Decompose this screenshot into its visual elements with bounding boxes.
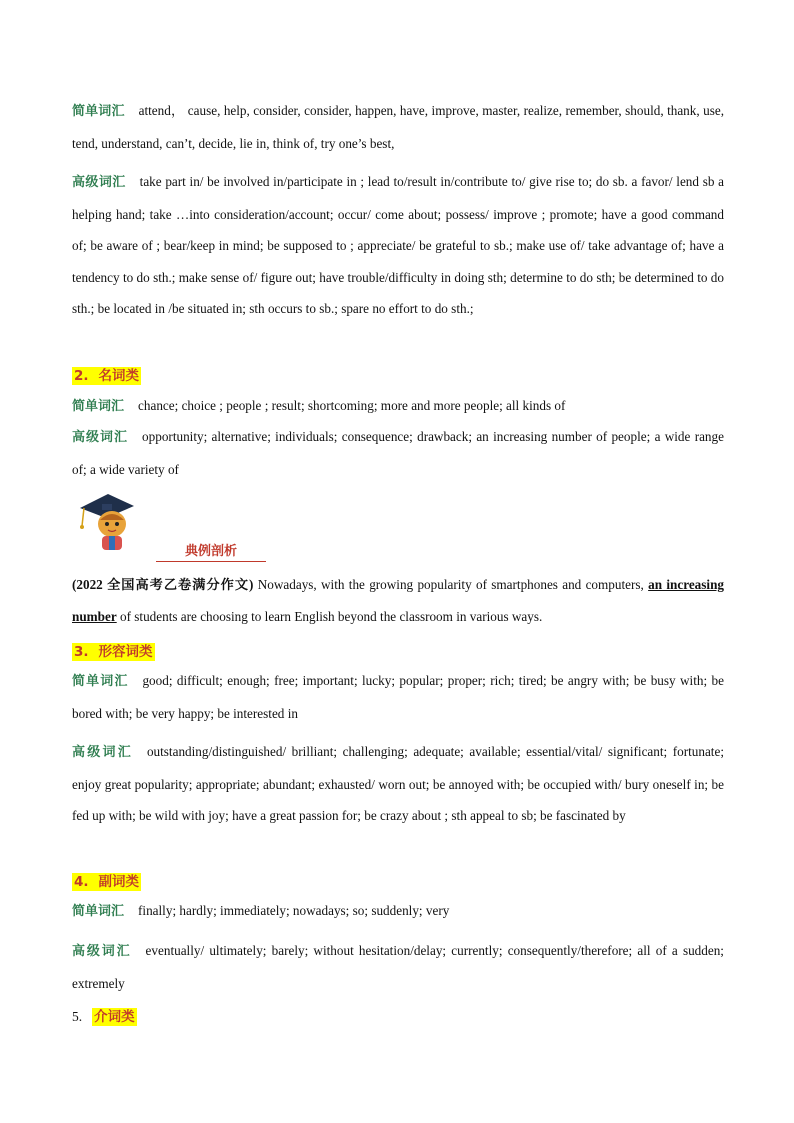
prepositions-heading <box>72 1005 137 1025</box>
simple-vocab-tag: 简单词汇 <box>72 674 129 689</box>
advanced-vocab-tag: 高级词汇 <box>72 430 129 445</box>
advanced-vocab-tag: 高级词汇 <box>72 175 126 190</box>
graduate-mascot-icon <box>72 486 142 554</box>
example-text-before: Nowadays, with the growing popularity of smartphones and computers, <box>253 577 649 592</box>
adjectives-advanced-paragraph <box>72 736 724 832</box>
nouns-advanced-text: opportunity; alternative; individuals; consequence; drawback; an increasing number of people; a wide range of; a wide variety of <box>72 429 724 477</box>
adverbs-title: 副词类 <box>98 874 140 890</box>
prepositions-title: 介词类 <box>94 1009 135 1025</box>
example-highlight: an increasing number <box>72 577 724 624</box>
nouns-heading <box>72 364 141 384</box>
nouns-title: 名词类 <box>98 368 140 384</box>
verbs-simple-text: attend， cause, help, consider, consider, happen, have, improve, master, realize, remember, should, thank, use, tend, understand, can’t, decide, lie in, think of, try one’s best, <box>72 103 724 151</box>
adjectives-advanced-text: outstanding/distinguished/ brilliant; challenging; adequate; available; essential/vital/ significant; fortunate; enjoy great popularity; appropriate; abundant; exhausted/ worn out; be annoyed with; be occupied with/ bury oneself in; be fed up with; be wild with joy; have a great passion for; be crazy about ; sth appeal to sb; be fascinated by <box>72 744 724 824</box>
verbs-advanced-paragraph <box>72 166 724 325</box>
advanced-vocab-tag: 高级词汇 <box>72 944 132 959</box>
adjectives-number: 3. <box>74 644 89 660</box>
adverbs-heading <box>72 870 141 890</box>
simple-vocab-tag: 简单词汇 <box>72 104 125 119</box>
adjectives-simple-paragraph <box>72 665 724 729</box>
adverbs-number: 4. <box>74 874 89 890</box>
verbs-simple-paragraph <box>72 95 724 159</box>
simple-vocab-tag: 简单词汇 <box>72 904 125 919</box>
adjectives-title: 形容词类 <box>98 644 153 660</box>
example-text-after: of students are choosing to learn English beyond the classroom in various ways. <box>116 608 543 624</box>
nouns-advanced-paragraph <box>72 421 724 485</box>
verbs-advanced-text: take part in/ be involved in/participate in ; lead to/result in/contribute to/ give rise to; do sb. a favor/ lend sb a helping hand; take …into consideration/account; occur/ come about; possess/ improve ; promote; have a good command of; be aware of ; bear/keep in mind; be supposed to ; appreciate/ be grateful to sb.; make use of/ take advantage of; have a tendency to do sth.; make sense of/ figure out; have trouble/difficulty in doing sth; determine to do sth; be determined to do sth.; be located in /be situated in; sth occurs to sb.; spare no effort to do sth.; <box>72 174 724 317</box>
example-paragraph <box>72 569 724 632</box>
adverbs-simple-paragraph <box>72 895 724 928</box>
nouns-simple-paragraph <box>72 390 724 423</box>
nouns-simple-text: chance; choice ; people ; result; shortcoming; more and more people; all kinds of <box>138 398 566 413</box>
adjectives-heading <box>72 640 155 660</box>
prepositions-number: 5. <box>72 1009 83 1024</box>
simple-vocab-tag: 简单词汇 <box>72 399 125 414</box>
example-source: (2022 全国高考乙卷满分作文) <box>72 577 254 592</box>
example-analysis-title: 典例剖析 <box>156 543 266 562</box>
adverbs-advanced-paragraph <box>72 935 724 999</box>
adjectives-simple-text: good; difficult; enough; free; important; lucky; popular; proper; rich; tired; be angry with; be busy with; be bored with; be very happy; be interested in <box>72 673 724 721</box>
adverbs-simple-text: finally; hardly; immediately; nowadays; so; suddenly; very <box>138 903 450 918</box>
advanced-vocab-tag: 高级词汇 <box>72 745 133 760</box>
nouns-number: 2. <box>74 368 89 384</box>
adverbs-advanced-text: eventually/ ultimately; barely; without hesitation/delay; currently; consequently/therefore; all of a sudden; extremely <box>72 943 724 991</box>
